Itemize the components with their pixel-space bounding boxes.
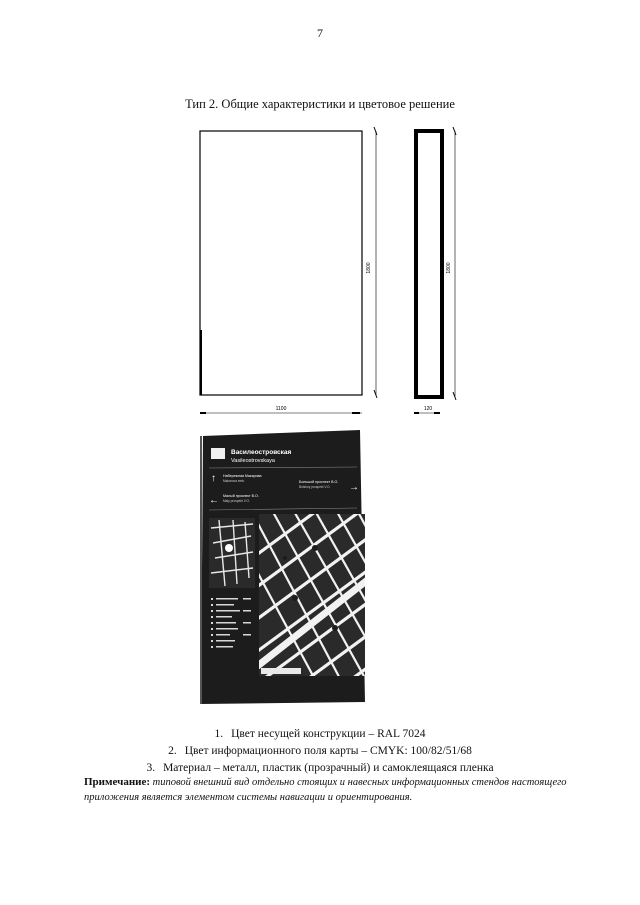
arrow-left-icon: ← bbox=[209, 495, 219, 506]
note-paragraph bbox=[84, 775, 584, 805]
arrow-right-icon: → bbox=[349, 482, 359, 493]
direction-3-ru: Большой проспект В.О. bbox=[299, 480, 339, 484]
metro-logo-block bbox=[211, 448, 225, 459]
side-width-label: 120 bbox=[423, 406, 433, 412]
list-item: 2. Цвет информационного поля карты – CMYK: 100/82/51/68 bbox=[168, 745, 472, 757]
list-item: 1. Цвет несущей конструкции – RAL 7024 bbox=[214, 728, 426, 740]
direction-2-en: Maly prospekt V.O. bbox=[223, 499, 250, 503]
specification-list bbox=[0, 726, 640, 777]
direction-2-ru: Малый проспект В.О. bbox=[223, 494, 259, 498]
front-height-label: 1800 bbox=[366, 262, 372, 274]
note-label: Примечание: bbox=[84, 776, 151, 788]
direction-3-en: Bolshoy prospekt V.O. bbox=[299, 485, 331, 489]
front-width-label: 1100 bbox=[275, 406, 287, 412]
technical-drawing bbox=[0, 0, 640, 430]
side-view-outline bbox=[416, 131, 442, 397]
side-height-label: 1800 bbox=[446, 262, 452, 274]
direction-1-ru: Набережная Макарова bbox=[223, 474, 262, 478]
page-number: 7 bbox=[317, 26, 323, 40]
station-name-ru: Василеостровская bbox=[231, 449, 292, 456]
note-text: типовой внешний вид отдельно стоящих и навесных информационных стендов настоящего приложения является элементом системы навигации и ориентирования. bbox=[84, 777, 567, 803]
list-item: 3. Материал – металл, пластик (прозрачный) и самоклеящаяся пленка bbox=[146, 762, 494, 774]
document-title: Тип 2. Общие характеристики и цветовое решение bbox=[185, 97, 455, 111]
sign-image bbox=[195, 428, 370, 710]
direction-1-en: Makarova emb. bbox=[223, 479, 245, 483]
arrow-up-icon: ↑ bbox=[211, 473, 216, 484]
station-name-en: Vasileostrovskaya bbox=[231, 458, 275, 464]
front-view-outline bbox=[200, 131, 362, 395]
